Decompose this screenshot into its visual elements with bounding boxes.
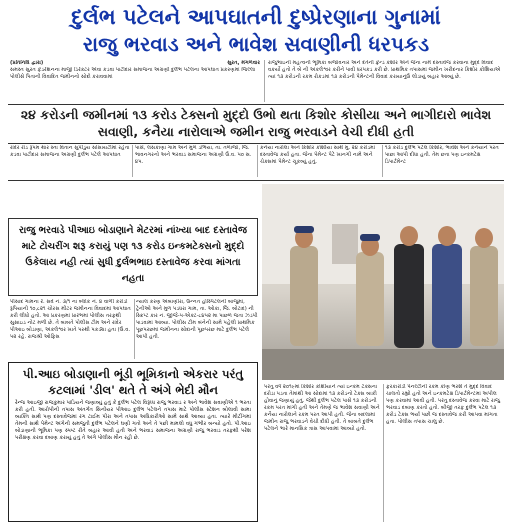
headline-line-2: રાજુ ભરવાડ અને ભાવેશ સવાણીની ધરપકડ <box>82 32 430 56</box>
news-photo <box>262 184 504 380</box>
intro-right: રાજુભાઇની મહત્વની ભૂમિકા બજાવનાર અને દેતેની ફ્રેન્ડ કશોર એને જેના નામે દસ્તાવેજ કરવાના મુદ્દે વિવાદ વકર્યો હતો તે બે ની અંકલેશ્વર કરીને પાવી ધરપકડ કરી છે. પ્રાથમિક તપાસમાં જમીન ખરીદનાર કિશોર કોશિયાએ ત્યાં ૧૩ કરોડની રકમ રોકડમાં ૧૩ કરોડની પેમેન્ટની વિવાદ કરાયાનુંઉ લોડાયું બહાર આવ્યું છે. <box>268 60 501 80</box>
correspondent-credit: (પ્રતિનિધિ દ્વારા) <box>10 60 44 66</box>
body-column-1: રાંદેર રોડ રૂપમ થાર સ્તા વિતાન સુપીડુય સોસાયટીમાં રહેતા કડવા પાટીદાર સમાજના અગ્રણી દુર્લભ પટેલે આપઘાત <box>10 145 130 158</box>
quote-box <box>8 218 258 296</box>
deal-box-body: રેન્જ આઇજી રાજકુમાર પાંડિયને જણાવ્યું હતું કે દુર્લભ પટેલ વિરૂધ્ધ રાજુ ભરવાડ ર અને ભાવેશ સવાણીએ ૧ ભરતા કરી હતી. આરોપીની તપાસ અંતર્ગત સિનીયર પીઆઇ દુર્લભ પટેલને તપાસ માટે પોલીસ સ્ટેશન બોલાવી સામા વ્યક્તિ સાથે પણ દસ્તાવેજમાં રંગ ટાઈમ પીરા અને તપાસ અધિકારીઓ સામે સાથે આવ્યા હતા. ત્યારે મીટીંગમાં તેમની સાથે પેમેન્ટ અંગેની સમજુતી દુર્લભ પટેલને ઘણી ગતો અને તે પછી મામલો વધુ ગંભીર બન્યો હતો. પી.આઇ બોડાણાની ભૂમિકા પણ સ્પષ્ટ રીતે બહાર આવી હતી અને ભરવાડ સમાજના અગ્રણી રાજુ ભરવાડ તરફથી પરેશ પરીક્ષણ કરવા દબાણ કરાયું હતું તે અંગે પોલીસ મૌન રહી છે. <box>15 400 251 441</box>
body-column-2: પાસે, લસકાણા ગામ અને મુળ ડભિયા, તા. તળાજા, જિ. ભાવનગરનો અને ભરવાડ સમાજના અગ્રણી ઉ.વ. ૫૦ સ. ૪૫. <box>135 145 252 165</box>
lower-column-2: ફરકારોડી પેનલ્ટીની રકમ કોણ ભરશે તે મુદ્દે વિવાદ ચાલતો રહ્યો હતો અને ઇન્કમટેક્ષ ડિપાર્ટમેન્ટમાં અપીલ પણ કરવામાં આવી હતી. પરંતુ દસ્તાવેજ કરવા માટે રાજુ ભરવાડ દબાણ કરતો હતો. બીજી તરફ દુર્લભ પટેલ ૧૩ કરોડ ટેક્સ ભર્યા પછી જ દસ્તાવેજ કરી આપવા માંગતા હતા. પોલીસ તપાસ ચાલુ છે. <box>386 384 500 425</box>
lower-column-1: પરંતુ વર્ષ ૨૦૧૯માં કિશોર કોશીયાને ત્યાં ઇન્કમ ટેક્સના દરોડા પડતા તેમાંથી આ સોદામાં ૧૩ કરોડનો ટેક્સ બાકી હોવાનું જણાયું હતું. જેથી દુર્લભ પટેલ પાસે ૧૩ કરોડની રકમ પરત માંગી હતી અને તેમણે જ ભાવેશ સવાણી અને કનૈયા નારોલાને રકમ પરત આપી હતી. જેના બદલામાં જમીન રાજુ ભરવાડને વેચી દીધી હતી. તે બાબતે દુર્લભ પટેલને ભારે માનસિક ત્રાસ આપવામાં આવ્યો હતો. <box>264 384 380 432</box>
body-column-4: ૧૩ કરોડ દુર્લભ પટેલ કિશોર, ભાવેશ અને કનૈયાને પરત પાછા આપી દીધા હતી. તેમ છતા પણ ઇન્કમટેક્ષ ડિપાર્ટમેન્ટ <box>385 145 499 165</box>
quote-box-text: રાજુ ભરવાડે પીઆઇ બોડાણાને મેટરમાં નાંખ્યા બાદ દસ્તાવેજ માટે ટોચરીંગ શરૂ કરાયું પણ ૧૩ કરોડ ઇન્કમટેક્સનો મુદ્દો ઉકેલાય નહી ત્યાં સુધી દુર્લભભાઇ દસ્તાવેજ કરવા માંગતા નહતા <box>19 225 247 284</box>
body-column-3: કનૈયા નારોલા અને કિશોર કોશીયા સાથે મુ. ૨૪ કરોડમાં દસ્તાવેજ કર્યા હતા. જેના પેમેન્ટ પેટે ખાનગી નામે અને ચેક્સમાં પેમેન્ટ ચૂકવ્યું હતું. <box>260 145 376 165</box>
deal-box <box>8 362 258 522</box>
headline-line-1: દુર્લભ પટેલને આપઘાતની દુષ્પ્રેરણાના ગુનામાં <box>71 5 441 29</box>
deal-box-title: પી.આઇ બોડાણાની ભૂંડી ભૂમિકાનો એકરાર પરંતુ કટલામાં 'ડીલ' થતે તે અંગે ભેદી મૌન <box>22 367 244 397</box>
dateline-place: સુરત, મંગળવાર <box>227 60 260 66</box>
subheadline: ૨૪ કરોડની જમીનમાં ૧૩ કરોડ ટેક્સનો મુદ્દો ઉભો થતા કિશોર કોસીયા અને ભાગીદારો ભાવેશ સવાણી, કનૈયા નારોલાએ જમીન રાજુ ભરવાડને વેચી દીધી હતી <box>20 107 492 139</box>
intro-left: સમસ્ત સુરત ફેડરેશનના માજી ડિરેક્ટર એવા કડવા પાટીદાર સમાજના અગ્રણી દુર્લભ પટેલના આપઘાત પ્રકરણમાં જિલ્લા પોલીસે પિતાની વિવાદિત જમીનનો સોદો કરાવવામાં <box>10 67 256 80</box>
mid-column-1: પીસાદ ગામના રે. સર્વે નં. ૩/૧ ના બ્લોક નં. ૪ વાળી કરોડો રૂપિયાની ૧૦,૮૨૧ ચોરસ મીટર જમીનના વિવાદમાં આપઘાત કરી લીધો હતો. આ પ્રકરણમાં પ્રારંભમાં પોલીસ તરફથી સુસાઇડ નોટ મળી છે. તે બાબતે પોલીસ ટીમ અને રાંદેર પીઆઇ બોડાણા, અંકલેશ્વર ખાતે પરથી પકડ્યા હતા (ઉ.વ. ૫૨ રહે. રાજશ્રી ઓફિસ <box>10 299 131 340</box>
mid-column-2: ન્યાલ કરણ અંબાણીરા, ઉન્નત હોસ્પિટલની બાજુમાં, ટ્રેનીઓ અને મુળ પડધરા ગામ, તા. ઓકા, જિ. બોટાદ) ની સ્ક્રિપ્ટ કાર નં. જીજે-૫-એક્ટ-૮૪૫૨ મા પાછળ જતા ઝડપી પાડવામાં આવ્યા. પોલીસ ટીમ બંનેની સામે પહેલી પ્રાથમિક પૂછપરછમાં જમીનના સોદાની પૂછપરછ માટે દુર્લભ પટેલે આપી હતી. <box>136 299 258 340</box>
